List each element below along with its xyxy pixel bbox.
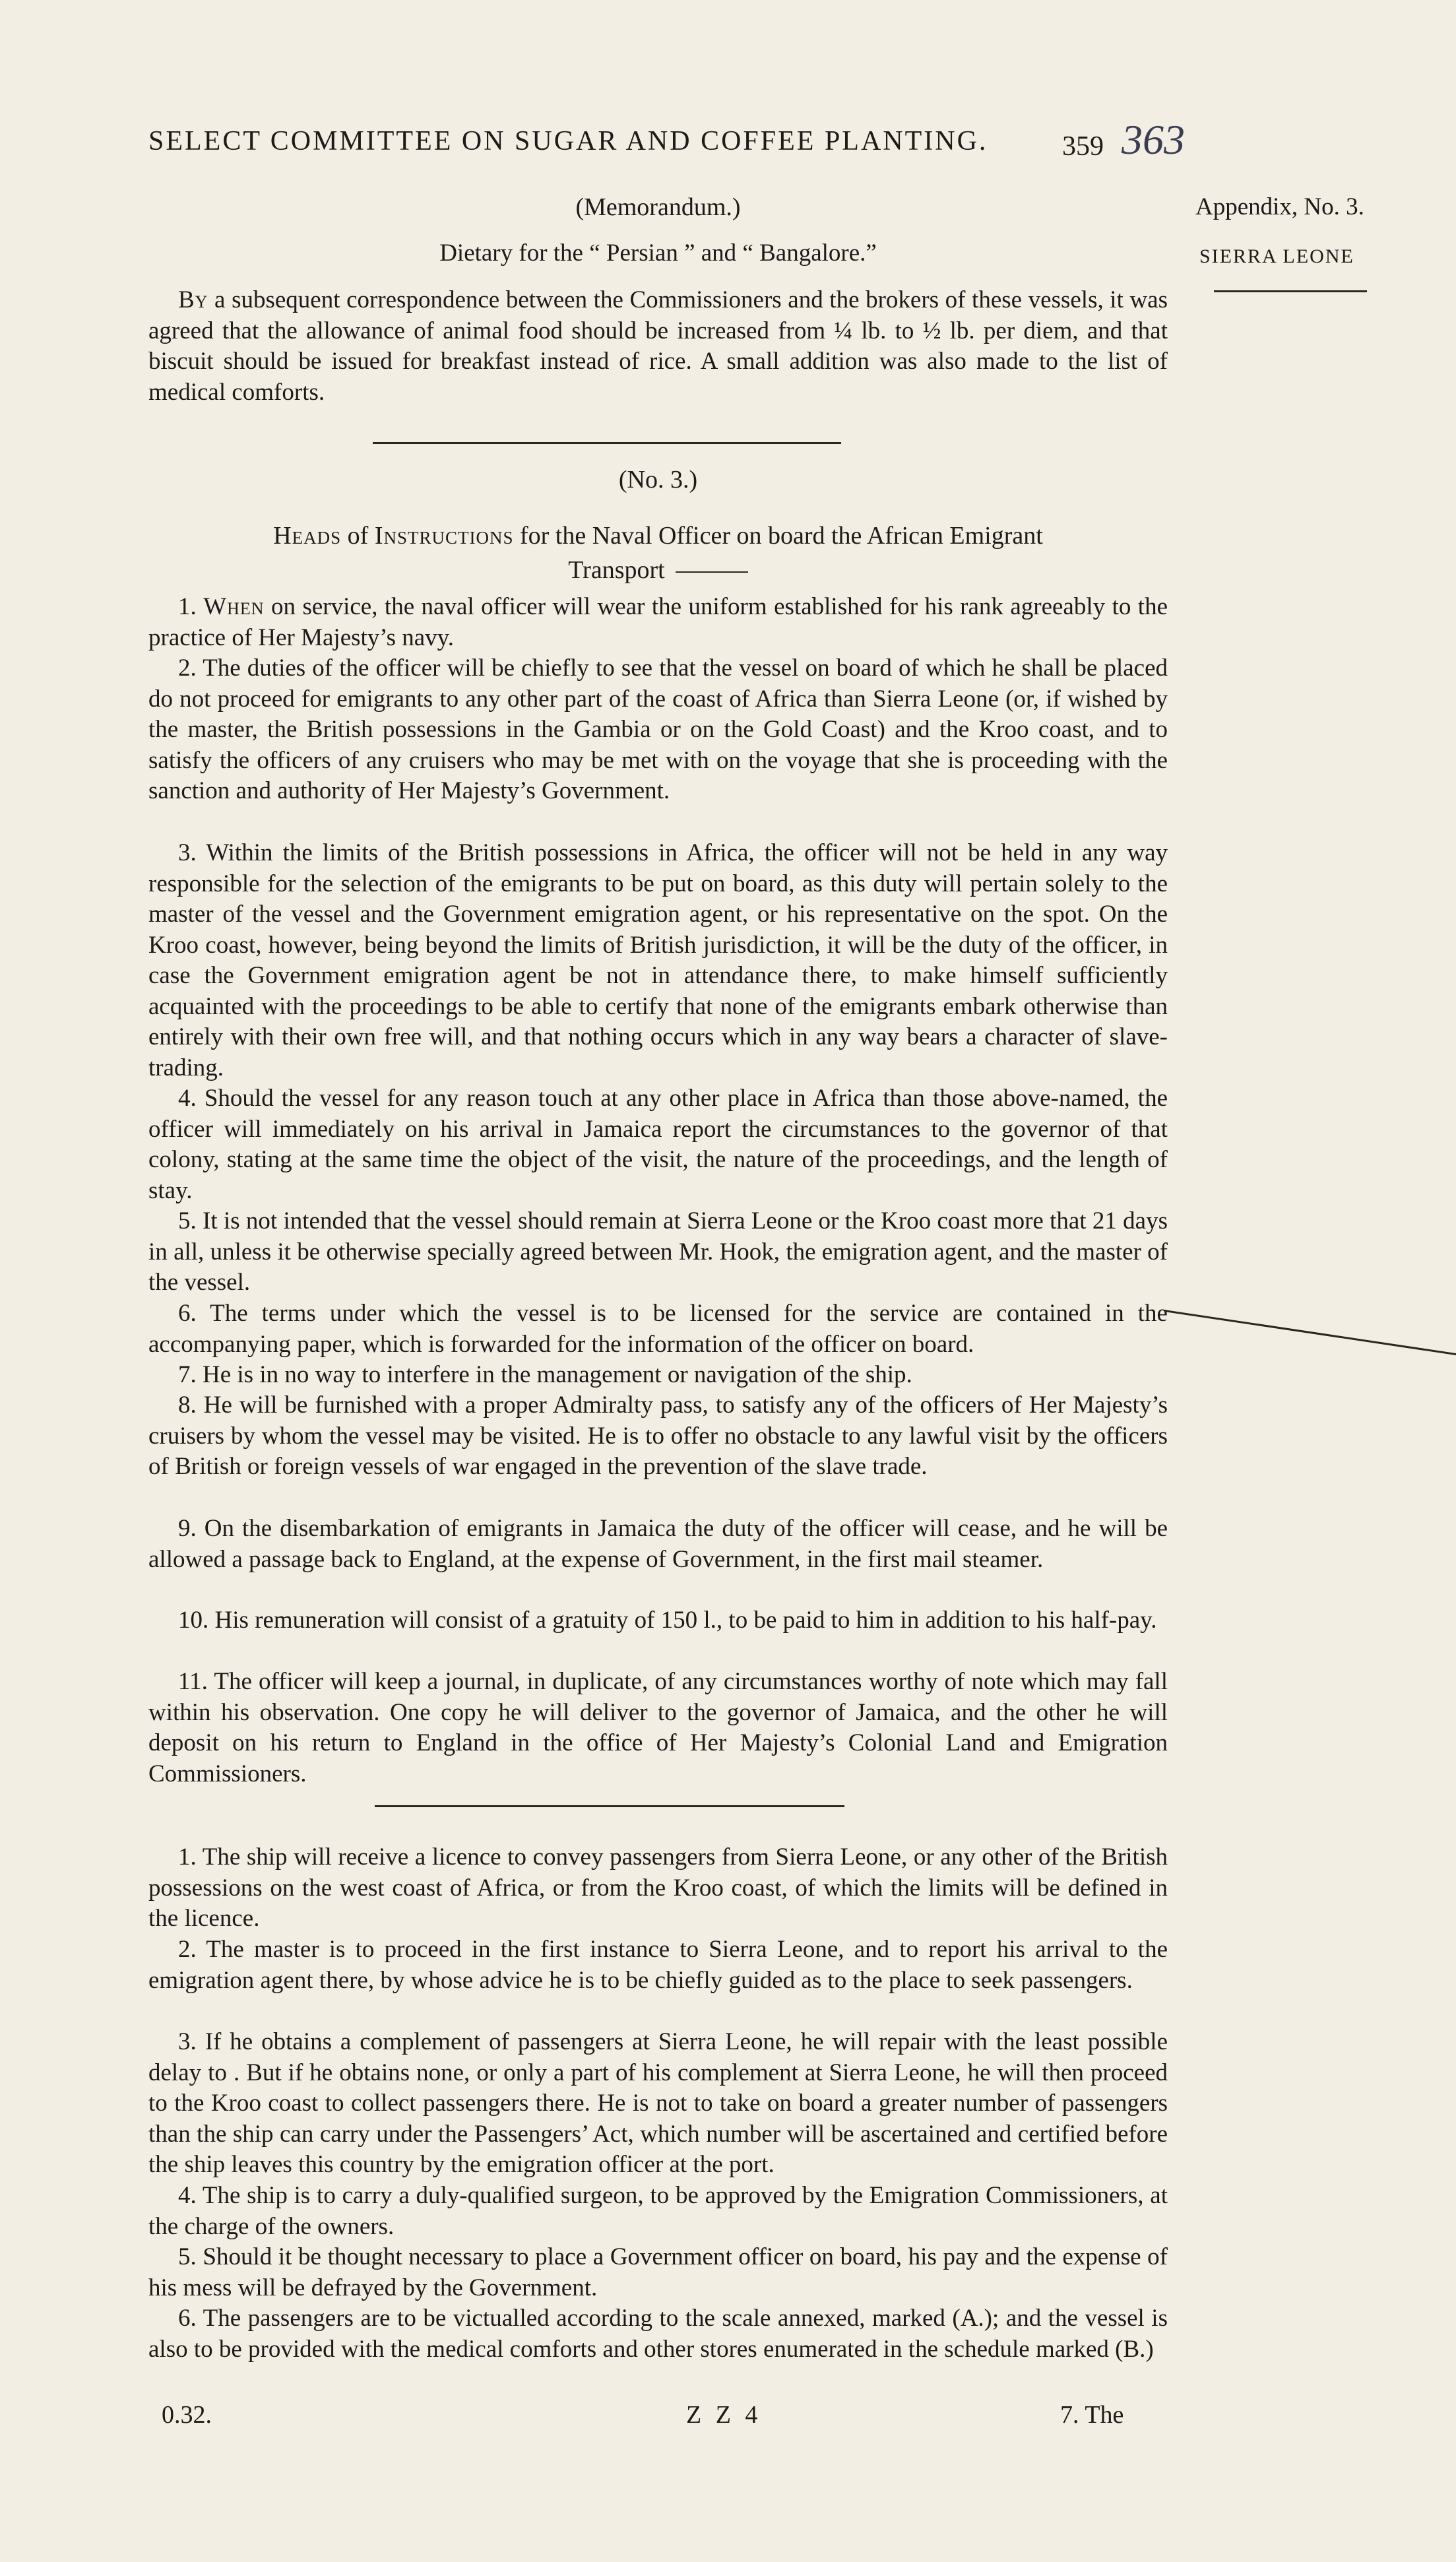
item-text: It is not intended that the vessel should remain at Sierra Leone or the Kroo coast more that 21 days in all, unless it be otherwise specially agreed between Mr. Hook, the emigration agent, and the master of the vessel. — [148, 1207, 1168, 1296]
section-divider — [375, 1805, 844, 1807]
item-text: The ship is to carry a duly-qualified surgeon, to be approved by the Emigration Commissioners, at the charge of the owners. — [148, 2182, 1168, 2240]
section-heading-continued — [148, 556, 1168, 585]
licence-term — [148, 1842, 1168, 1935]
item-text: The duties of the officer will be chiefly to see that the vessel on board of which he shall be placed do not proceed for emigrants to any other part of the coast of Africa than Sierra Leone (or, if wished by the master, the British possessions in the Gambia or on the Gold Coast) and the Kroo coast, and to satisfy the officers of any cruisers who may be met with on the voyage that she is proceeding with the sanction and authority of Her Majesty’s Government. — [148, 655, 1168, 804]
heading-word-instructions: Instructions — [374, 522, 514, 550]
margin-pointer-line — [1164, 1310, 1456, 1362]
item-text: His remuneration will consist of a gratuity of 150 l., to be paid to him in addition to his half-pay. — [214, 1607, 1157, 1634]
item-text: on service, the naval officer will wear the uniform established for his rank agreeably to the practice of Her Majesty’s navy. — [148, 593, 1168, 651]
instruction-item — [148, 1605, 1168, 1636]
handwritten-page-number: 363 — [1122, 116, 1185, 163]
section-number: (No. 3.) — [618, 466, 698, 494]
lead-word: When — [203, 593, 265, 620]
section-divider — [373, 442, 841, 444]
item-text: On the disembarkation of emigrants in Jamaica the duty of the officer will cease, and he will be allowed a passage back to England, at the expense of Government, in the first mail steamer. — [148, 1515, 1168, 1573]
footer-signature-mark: Z Z 4 — [686, 2401, 762, 2429]
item-text: The ship will receive a licence to convey passengers from Sierra Leone, or any other of the British possessions on the west coast of Africa, or from the Kroo coast, of which the limits will be defined in the licence. — [148, 1843, 1168, 1932]
instruction-item — [148, 1298, 1168, 1360]
item-number: 9. — [178, 1515, 197, 1542]
margin-location-note: SIERRA LEONE — [1199, 245, 1354, 267]
memorandum-title: (Memorandum.) — [575, 193, 741, 221]
item-text: He will be furnished with a proper Admiralty pass, to satisfy any of the officers of Her Majesty’s cruisers by whom the vessel may be visited. He is to offer no obstacle to any lawful visit by the officers of British or foreign vessels of war engaged in the prevention of the slave trade. — [148, 1392, 1168, 1480]
item-text: He is in no way to interfere in the management or navigation of the ship. — [203, 1361, 912, 1388]
item-number: 4. — [178, 1085, 197, 1112]
page-number: 359 — [1062, 131, 1104, 162]
item-number: 6. — [178, 2305, 197, 2332]
instruction-item — [148, 1514, 1168, 1575]
running-head: SELECT COMMITTEE ON SUGAR AND COFFEE PLANTING. — [148, 126, 988, 156]
item-text: Should it be thought necessary to place a Government officer on board, his pay and the expense of his mess will be defrayed by the Government. — [148, 2243, 1168, 2301]
memorandum-subtitle: Dietary for the “ Persian ” and “ Bangalore.” — [439, 240, 877, 267]
item-number: 4. — [178, 2182, 197, 2209]
item-number: 1. — [178, 1843, 197, 1871]
instruction-item — [148, 1360, 1168, 1391]
licence-term — [148, 2027, 1168, 2181]
instruction-item — [148, 1206, 1168, 1298]
margin-appendix-note: Appendix, No. 3. — [1195, 193, 1364, 220]
lead-word: By — [178, 286, 208, 313]
item-number: 7. — [178, 1361, 197, 1388]
instruction-item — [148, 1667, 1168, 1789]
item-text: The passengers are to be victualled according to the scale annexed, marked (A.); and the vessel is also to be provided with the medical comforts and other stores enumerated in the schedule marked (B.) — [148, 2305, 1168, 2363]
item-number: 8. — [178, 1392, 197, 1419]
item-text: The terms under which the vessel is to be licensed for the service are contained in the accompanying paper, which is forwarded for the information of the officer on board. — [148, 1300, 1168, 1358]
footer-paper-number: 0.32. — [162, 2401, 212, 2429]
instruction-item — [148, 592, 1168, 653]
item-number: 10. — [178, 1607, 209, 1634]
heading-word-heads: Heads — [273, 522, 342, 550]
item-text: The master is to proceed in the first instance to Sierra Leone, and to report his arrival to the emigration agent there, by whose advice he is to be chiefly guided as to the place to seek passengers. — [148, 1936, 1168, 1994]
item-number: 11. — [178, 1668, 208, 1695]
item-number: 6. — [178, 1300, 197, 1327]
item-number: 2. — [178, 1936, 197, 1963]
footer-catchword: 7. The — [1060, 2401, 1124, 2429]
item-text: Should the vessel for any reason touch at any other place in Africa than those above-named, the officer will immediately on his arrival in Jamaica report the circumstances to the governor of that colony, stating at the same time the object of the visit, the nature of the proceedings, and the length of stay. — [148, 1085, 1168, 1204]
instruction-item — [148, 1083, 1168, 1206]
item-text: Within the limits of the British possessions in Africa, the officer will not be held in any way responsible for the selection of the emigrants to be put on board, as this duty will pertain solely to the master of the vessel and the Government emigration agent, or his representative on the spot. On the Kroo coast, however, being beyond the limits of British jurisdiction, it will be the duty of the officer, in case the Government emigration agent be not in attendance there, to make himself sufficiently acquainted with the proceedings to be able to certify that none of the emigrants embark otherwise than entirely with their own free will, and that nothing occurs which in any way bears a character of slave-trading. — [148, 839, 1168, 1081]
heading-dash — [676, 571, 748, 573]
item-number: 1. — [178, 593, 197, 620]
item-number: 3. — [178, 2028, 197, 2055]
heading-line2-text: Transport — [568, 556, 665, 584]
item-text: The officer will keep a journal, in duplicate, of any circumstances worthy of note which may fall within his observation. One copy he will deliver to the governor of Jamaica, and the other he will deposit on his return to England in the office of Her Majesty’s Colonial Land and Emigration Commissioners. — [148, 1668, 1168, 1787]
margin-rule — [1214, 290, 1367, 292]
section-heading — [148, 521, 1168, 550]
memorandum-paragraph — [148, 285, 1168, 408]
licence-term — [148, 2303, 1168, 2365]
licence-term — [148, 2181, 1168, 2242]
heading-word-of: of — [341, 522, 375, 550]
item-number: 2. — [178, 655, 197, 682]
instruction-item — [148, 1390, 1168, 1483]
item-number: 5. — [178, 2243, 197, 2270]
instruction-item — [148, 838, 1168, 1083]
heading-rest: for the Naval Officer on board the African Emigrant — [513, 522, 1043, 550]
paragraph-text: a subsequent correspondence between the Commissioners and the brokers of these vessels, it was agreed that the allowance of animal food should be increased from ¼ lb. to ½ lb. per diem, and that biscuit should be issued for breakfast instead of rice. A small addition was also made to the list of medical comforts. — [148, 286, 1168, 406]
item-number: 5. — [178, 1207, 197, 1234]
instruction-item — [148, 653, 1168, 807]
licence-term — [148, 2242, 1168, 2303]
item-text: If he obtains a complement of passengers at Sierra Leone, he will repair with the least possible delay to . But if he obtains none, or only a part of his complement at Sierra Leone, he will then proceed to the Kroo coast to collect passengers there. He is not to take on board a greater number of passengers than the ship can carry under the Passengers’ Act, which number will be ascertained and certified before the ship leaves this country by the emigration officer at the port. — [148, 2028, 1168, 2178]
item-number: 3. — [178, 839, 197, 866]
licence-term — [148, 1935, 1168, 1996]
